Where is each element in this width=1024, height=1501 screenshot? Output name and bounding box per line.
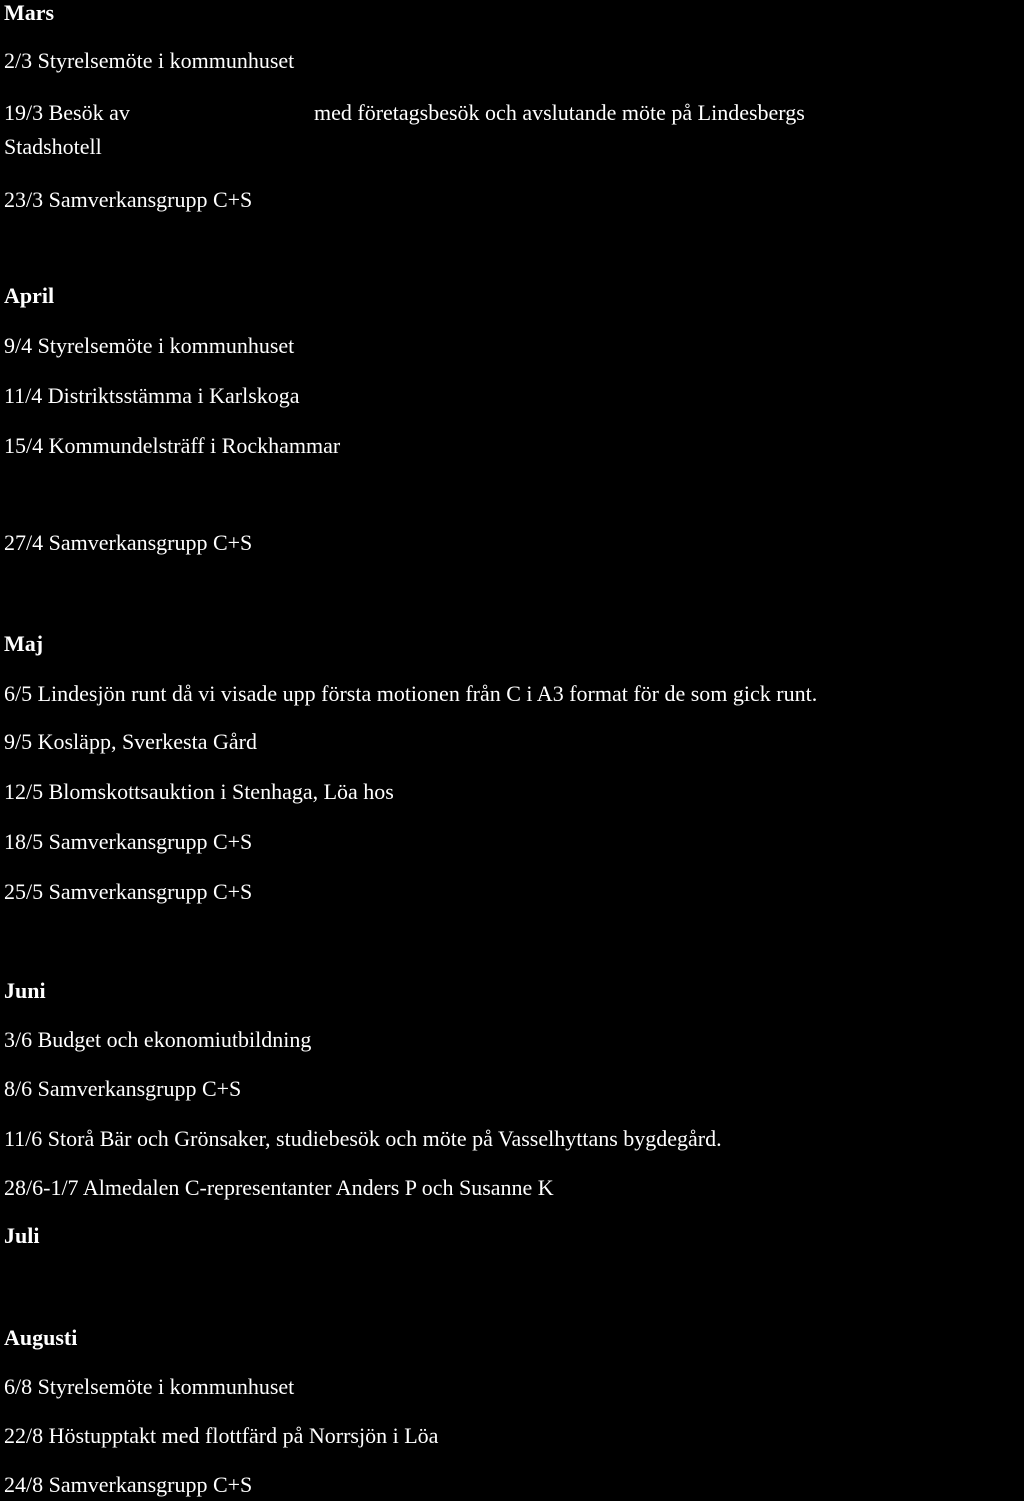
event-item: 27/4 Samverkansgrupp C+S [4,530,253,555]
event-item: 2/3 Styrelsemöte i kommunhuset [4,48,295,73]
month-heading-maj: Maj [4,631,44,656]
month-heading-juni: Juni [4,978,46,1003]
event-item: 18/5 Samverkansgrupp C+S [4,829,253,854]
event-item: 25/5 Samverkansgrupp C+S [4,879,253,904]
month-heading-augusti: Augusti [4,1325,78,1350]
month-heading-juli: Juli [4,1223,40,1248]
event-item-continuation: Stadshotell [4,134,102,159]
event-item: 6/8 Styrelsemöte i kommunhuset [4,1374,295,1399]
event-item: 11/4 Distriktsstämma i Karlskoga [4,383,300,408]
month-heading-mars: Mars [4,0,55,25]
event-item: 23/3 Samverkansgrupp C+S [4,187,253,212]
event-item: 9/4 Styrelsemöte i kommunhuset [4,333,295,358]
event-item: 22/8 Höstupptakt med flottfärd på Norrsjön i Löa [4,1423,439,1448]
event-item: 15/4 Kommundelsträff i Rockhammar [4,433,341,458]
event-item: 9/5 Kosläpp, Sverkesta Gård [4,729,257,754]
event-item-continuation: med företagsbesök och avslutande möte på Lindesbergs [314,100,805,125]
event-item: 12/5 Blomskottsauktion i Stenhaga, Löa hos [4,779,394,804]
event-item: 8/6 Samverkansgrupp C+S [4,1076,242,1101]
event-item: 11/6 Storå Bär och Grönsaker, studiebesök och möte på Vasselhyttans bygdegård. [4,1126,722,1151]
event-item: 19/3 Besök av [4,100,130,125]
event-item: 24/8 Samverkansgrupp C+S [4,1472,253,1497]
month-heading-april: April [4,283,55,308]
event-item: 6/5 Lindesjön runt då vi visade upp första motionen från C i A3 format för de som gick runt. [4,681,818,706]
event-item: 28/6-1/7 Almedalen C-representanter Anders P och Susanne K [4,1175,554,1200]
event-item: 3/6 Budget och ekonomiutbildning [4,1027,312,1052]
